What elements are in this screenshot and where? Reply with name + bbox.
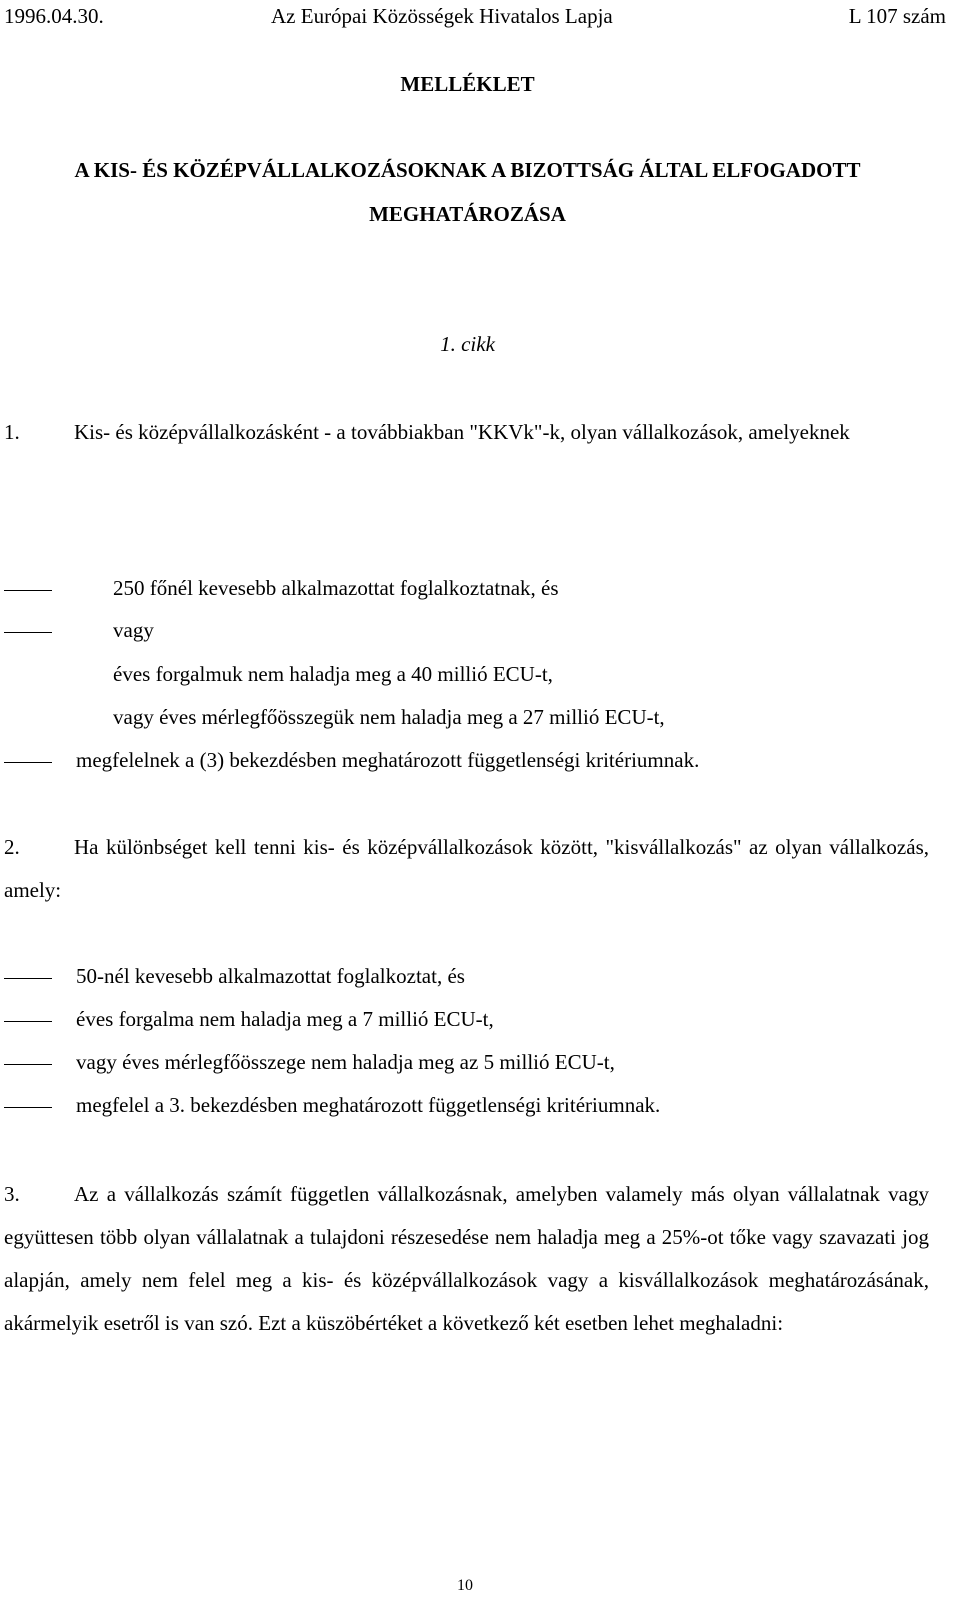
list2-item: 50-nél kevesebb alkalmazottat foglalkoztat, és [76, 964, 465, 988]
dash-marker [4, 1021, 52, 1022]
header-journal: Az Európai Közösségek Hivatalos Lapja [271, 4, 613, 28]
dash-marker [4, 978, 52, 979]
list1-item: vagy éves mérlegfőösszegük nem haladja meg a 27 millió ECU-t, [113, 705, 665, 729]
header-date: 1996.04.30. [4, 4, 104, 28]
list2-item: megfelel a 3. bekezdésben meghatározott függetlenségi kritériumnak. [76, 1093, 661, 1117]
paragraph-2 [4, 826, 929, 912]
paragraph-3 [4, 1173, 929, 1345]
list1-item: éves forgalmuk nem haladja meg a 40 millió ECU-t, [113, 662, 553, 686]
main-title-line2: MEGHATÁROZÁSA [369, 202, 566, 226]
list1-item: megfelelnek a (3) bekezdésben meghatározott függetlenségi kritériumnak. [76, 748, 700, 772]
paragraph-2-number: 2. [4, 835, 20, 859]
paragraph-2-text: Ha különbséget kell tenni kis- és középvállalkozások között, "kisvállalkozás" az olyan vállalkozás, amely: [4, 835, 929, 902]
paragraph-1-text: Kis- és középvállalkozásként - a továbbiakban "KKVk"-k, olyan vállalkozások, amelyeknek [74, 420, 850, 444]
annex-title: MELLÉKLET [400, 72, 535, 96]
dash-marker [4, 590, 52, 591]
paragraph-3-text: Az a vállalkozás számít független vállalkozásnak, amelyben valamely más olyan vállalatnak vagy együttesen több olyan vállalatnak a tulajdoni részesedése nem haladja meg a 25%-ot tőke vagy szavazati jog alapján, amely nem felel meg a kis- és középvállalkozások vagy a kisvállalkozások meghatározásának, akármelyik esetről is van szó. Ezt a küszöbértéket a következő két esetben lehet meghaladni: [4, 1182, 929, 1335]
list1-item: vagy [113, 618, 154, 642]
page-number: 10 [457, 1577, 473, 1594]
list2-item: vagy éves mérlegfőösszege nem haladja meg az 5 millió ECU-t, [76, 1050, 615, 1074]
main-title-line1: A KIS- ÉS KÖZÉPVÁLLALKOZÁSOKNAK A BIZOTTSÁG ÁLTAL ELFOGADOTT [74, 158, 861, 182]
article-heading: 1. cikk [440, 332, 495, 356]
dash-marker [4, 1064, 52, 1065]
dash-marker [4, 632, 52, 633]
dash-marker [4, 762, 52, 763]
dash-marker [4, 1107, 52, 1108]
list2-item: éves forgalma nem haladja meg a 7 millió ECU-t, [76, 1007, 494, 1031]
list1-item: 250 főnél kevesebb alkalmazottat foglalkoztatnak, és [113, 576, 559, 600]
header-issue: L 107 szám [848, 4, 946, 28]
paragraph-1 [4, 411, 929, 454]
paragraph-3-number: 3. [4, 1182, 20, 1206]
paragraph-1-number: 1. [4, 420, 20, 444]
